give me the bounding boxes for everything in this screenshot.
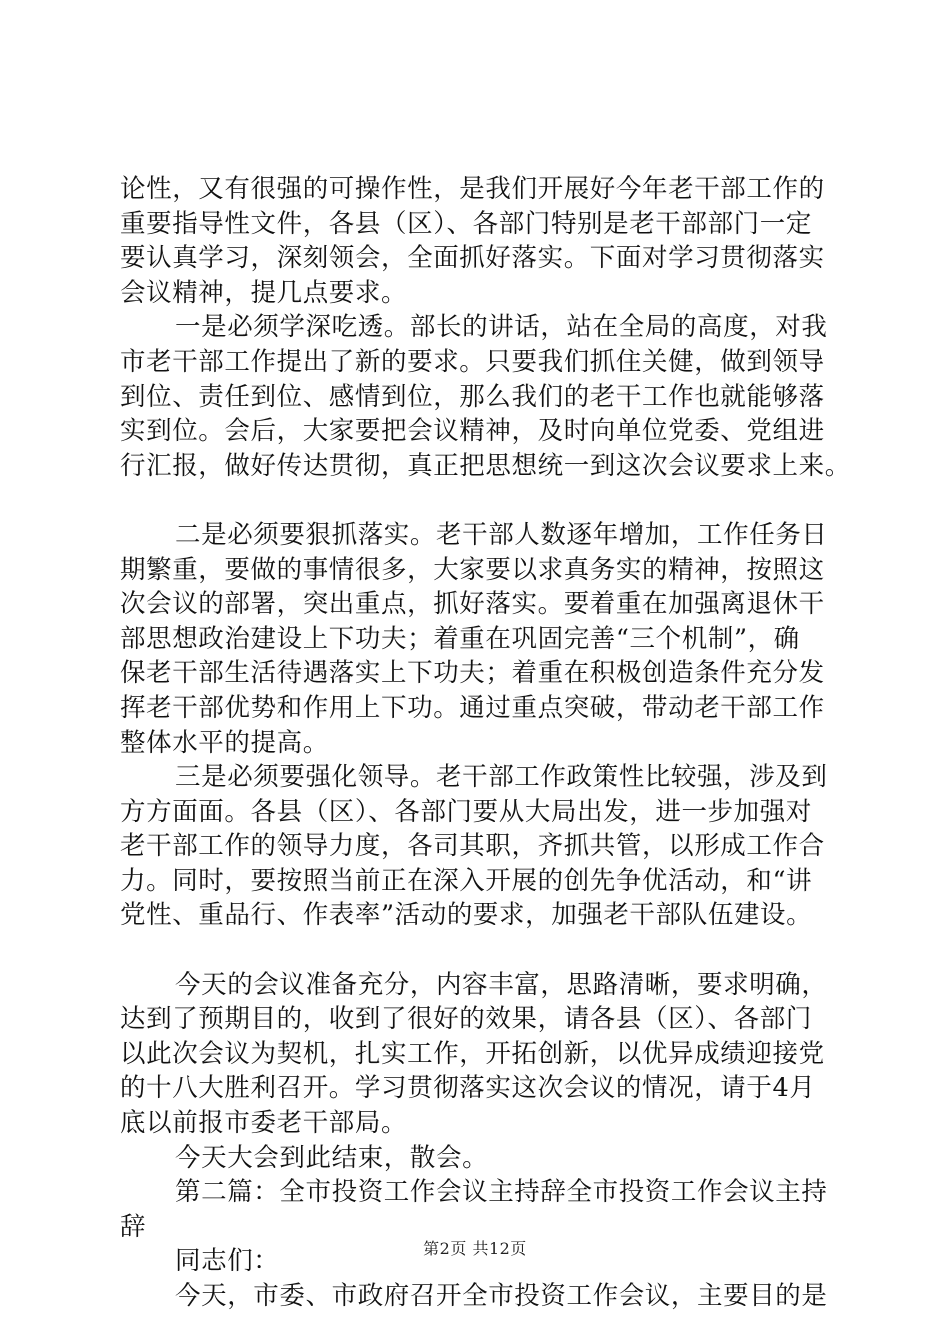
paragraph-start: 今天，市委、市政府召开全市投资工作会议，主要目的是 [175, 1281, 828, 1311]
text-line: 次会议的部署，突出重点，抓好落实。要着重在加强离退休干 [120, 589, 825, 620]
paragraph-start: 今天大会到此结束，散会。 [175, 1142, 489, 1173]
section-heading: 第二篇：全市投资工作会议主持辞全市投资工作会议主持 [175, 1177, 828, 1208]
text-line: 以此次会议为契机，扎实工作，开拓创新，以优异成绩迎接党 [120, 1038, 825, 1069]
text-line: 党性、重品行、作表率”活动的要求，加强老干部队伍建设。 [120, 900, 813, 931]
text-line: 论性，又有很强的可操作性，是我们开展好今年老干部工作的 [120, 174, 825, 204]
text-line: 行汇报，做好传达贯彻，真正把思想统一到这次会议要求上来。 [120, 450, 851, 481]
salutation: 同志们： [175, 1246, 280, 1277]
text-line: 方方面面。各县（区）、各部门要从大局出发，进一步加强对 [120, 796, 812, 827]
paragraph-start: 二是必须要狠抓落实。老干部人数逐年增加，工作任务日 [175, 519, 828, 550]
paragraph-start: 今天的会议准备充分，内容丰富，思路清晰，要求明确， [175, 969, 828, 1000]
text-line: 重要指导性文件，各县（区）、各部门特别是老干部部门一定 [120, 208, 812, 239]
text-line: 老干部工作的领导力度，各司其职，齐抓共管，以形成工作合 [120, 831, 825, 862]
paragraph-start: 三是必须要强化领导。老干部工作政策性比较强，涉及到 [175, 762, 828, 793]
text-line: 挥老干部优势和作用上下功。通过重点突破，带动老干部工作 [120, 692, 825, 723]
text-line: 底以前报市委老干部局。 [120, 1108, 408, 1139]
text-line: 到位、责任到位、感情到位，那么我们的老干工作也就能够落 [120, 381, 825, 412]
section-heading-continued: 辞 [120, 1211, 147, 1242]
text-line: 保老干部生活待遇落实上下功夫；着重在积极创造条件充分发 [120, 658, 825, 689]
text-line: 的十八大胜利召开。学习贯彻落实这次会议的情况，请于4月 [120, 1073, 816, 1104]
text-line: 要认真学习，深刻领会，全面抓好落实。下面对学习贯彻落实 [120, 243, 825, 274]
paragraph-start: 一是必须学深吃透。部长的讲话，站在全局的高度，对我 [175, 312, 828, 343]
text-line: 会议精神，提几点要求。 [120, 277, 408, 308]
text-line: 达到了预期目的，收到了很好的效果，请各县（区）、各部门 [120, 1004, 812, 1035]
paragraph-gap [120, 933, 840, 968]
text-line: 部思想政治建设上下功夫；着重在巩固完善“三个机制”，确 [120, 623, 800, 654]
page-number-footer: 第2页 共12页 [423, 1239, 527, 1258]
text-line: 力。同时，要按照当前正在深入开展的创先争优活动，和“讲 [120, 865, 813, 896]
text-line: 期繁重，要做的事情很多，大家要以求真务实的精神，按照这 [120, 554, 825, 585]
document-body [120, 172, 851, 1314]
paragraph-gap [120, 483, 840, 518]
text-line: 市老干部工作提出了新的要求。只要我们抓住关健，做到领导 [120, 346, 825, 377]
text-line: 整体水平的提高。 [120, 727, 329, 758]
text-line: 实到位。会后，大家要把会议精神，及时向单位党委、党组进 [120, 416, 825, 447]
